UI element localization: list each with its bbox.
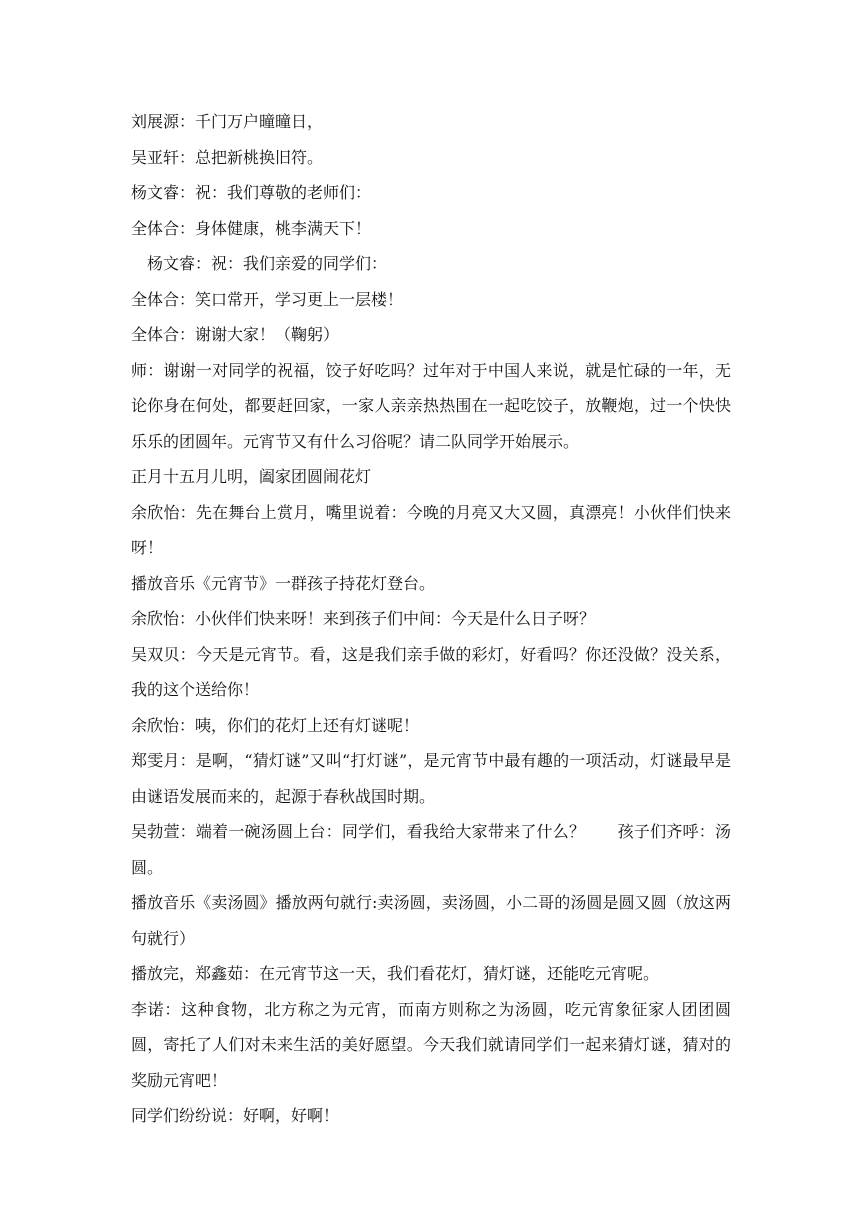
paragraph: 李诺：这种食物，北方称之为元宵，而南方则称之为汤圆，吃元宵象征家人团团圆圆，寄托了人们对未来生活的美好愿望。今天我们就请同学们一起来猜灯谜，猜对的奖励元宵吧！ xyxy=(131,999,731,1090)
paragraph: 刘展源：千门万户曈曈日， xyxy=(131,112,324,131)
paragraph: 播放完，郑鑫茹：在元宵节这一天，我们看花灯，猜灯谜，还能吃元宵呢。 xyxy=(131,964,660,983)
paragraph: 郑雯月：是啊，“猜灯谜”又叫“打灯谜”，是元宵节中最有趣的一项活动，灯谜最早是由谜语发展而来的，起源于春秋战国时期。 xyxy=(131,751,731,806)
paragraph: 吴双贝：今天是元宵节。看，这是我们亲手做的彩灯，好看吗？你还没做？没关系，我的这个送给你！ xyxy=(131,644,731,699)
paragraph: 全体合：谢谢大家！（鞠躬） xyxy=(131,325,340,344)
paragraph: 杨文睿：祝：我们亲爱的同学们： xyxy=(147,254,388,273)
paragraph: 余欣怡：小伙伴们快来呀！来到孩子们中间：今天是什么日子呀？ xyxy=(131,609,596,628)
paragraph: 全体合：笑口常开，学习更上一层楼！ xyxy=(131,289,404,309)
paragraph: 全体合：身体健康，桃李满天下！ xyxy=(131,218,372,238)
paragraph: 杨文睿：祝：我们尊敬的老师们： xyxy=(131,183,372,202)
paragraph: 播放音乐《元宵节》一群孩子持花灯登台。 xyxy=(131,573,436,593)
paragraph: 吴亚轩：总把新桃换旧符。 xyxy=(131,147,324,167)
paragraph: 播放音乐《卖汤圆》播放两句就行:卖汤圆，卖汤圆，小二哥的汤圆是圆又圆（放这两句就行） xyxy=(131,893,731,948)
paragraph: 师：谢谢一对同学的祝福，饺子好吃吗？过年对于中国人来说，就是忙碌的一年，无论你身在何处，都要赶回家，一家人亲亲热热围在一起吃饺子，放鞭炮，过一个快快乐乐的团圆年。元宵节又有什么习俗呢？请二队同学开始展示。 xyxy=(131,360,731,451)
paragraph: 同学们纷纷说：好啊，好啊！ xyxy=(131,1106,340,1125)
document-body xyxy=(131,104,731,1134)
paragraph: 余欣怡：咦，你们的花灯上还有灯谜呢！ xyxy=(131,715,420,735)
paragraph: 正月十五月儿明，阖家团圆闹花灯 xyxy=(131,467,372,486)
paragraph: 余欣怡：先在舞台上赏月，嘴里说着：今晚的月亮又大又圆，真漂亮！小伙伴们快来呀！ xyxy=(131,502,731,557)
paragraph: 吴勃萱：端着一碗汤圆上台：同学们，看我给大家带来了什么？ 孩子们齐呼：汤圆。 xyxy=(131,822,731,877)
